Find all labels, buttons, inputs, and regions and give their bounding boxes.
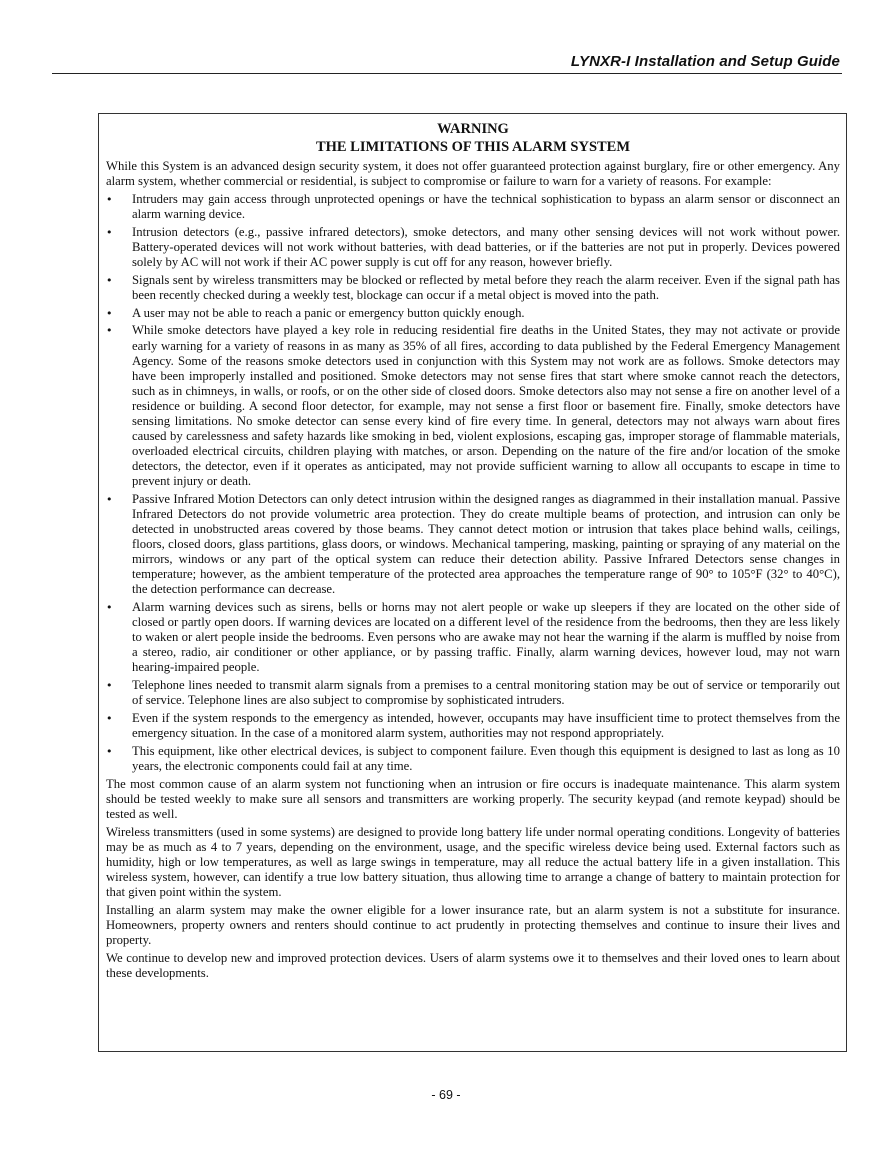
limitation-item [106, 323, 840, 489]
limitation-item [106, 678, 840, 708]
limitation-text: Even if the system responds to the emergency as intended, however, occupants may have insufficient time to protect themselves from the emergency situation. In the case of a monitored alarm system, authorities may not respond appropriately. [132, 710, 840, 740]
limitation-item [106, 273, 840, 303]
warning-intro: While this System is an advanced design security system, it does not offer guaranteed protection against burglary, fire or other emergency. Any alarm system, whether commercial or residential, is subject to compromise or failure to warn for a variety of reasons. For example: [106, 159, 840, 189]
bullet-icon: • [106, 600, 113, 614]
warning-heading-line-1: WARNING [437, 121, 509, 137]
warning-box [98, 113, 847, 1052]
bullet-icon: • [106, 225, 113, 239]
limitation-text: Intrusion detectors (e.g., passive infrared detectors), smoke detectors, and many other sensing devices will not work without power. Battery-operated devices will not work without batteries, with dead batteries, or if the batteries are not put in properly. Devices powered solely by AC will not work if their AC power supply is cut off for any reason, however briefly. [132, 224, 840, 269]
page-number: - 69 - [431, 1088, 461, 1102]
limitation-item [106, 711, 840, 741]
limitation-text: A user may not be able to reach a panic or emergency button quickly enough. [132, 305, 525, 320]
insurance-paragraph: Installing an alarm system may make the owner eligible for a lower insurance rate, but an alarm system is not a substitute for insurance. Homeowners, property owners and renters should continue to act prudently in protecting themselves and continue to insure their lives and property. [106, 902, 840, 947]
header-rule [52, 73, 842, 74]
limitation-text: While smoke detectors have played a key role in reducing residential fire deaths in the United States, they may not activate or provide early warning for a variety of reasons in as many as 35% of all fires, according to data published by the Federal Emergency Management Agency. Some of the reasons smoke detectors used in conjunction with this System may not work are as follows. Smoke detectors may have been improperly installed and positioned. Smoke detectors may not sense fires that start where smoke cannot reach the detectors, such as in chimneys, in walls, or roofs, or on the other side of closed doors. Smoke detectors also may not sense a fire on another level of a residence or building. A second floor detector, for example, may not sense a first floor or basement fire. Finally, smoke detectors have sensing limitations. No smoke detector can sense every kind of fire every time. In general, detectors may not always warn about fires caused by carelessness and safety hazards like smoking in bed, violent explosions, escaping gas, improper storage of flammable materials, overloaded electrical circuits, children playing with matches, or arson. Depending on the nature of the fire and/or location of the smoke detectors, the detector, even if it operates as anticipated, may not provide sufficient warning to allow all occupants to escape in time to prevent injury or death. [132, 323, 840, 488]
warning-heading-line-2: THE LIMITATIONS OF THIS ALARM SYSTEM [315, 138, 631, 155]
bullet-icon: • [106, 192, 113, 206]
bullet-icon: • [106, 324, 113, 338]
bullet-icon: • [106, 711, 113, 725]
bullet-icon: • [106, 306, 113, 320]
bullet-icon: • [106, 492, 113, 506]
limitation-text: This equipment, like other electrical devices, is subject to component failure. Even though this equipment is designed to last as long as 10 years, the electronic components could fail at any time. [132, 743, 840, 773]
limitation-item [106, 492, 840, 597]
maintenance-paragraph: The most common cause of an alarm system not functioning when an intrusion or fire occurs is inadequate maintenance. This alarm system should be tested weekly to make sure all sensors and transmitters are working properly. The security keypad (and remote keypad) should be tested as well. [106, 776, 840, 821]
limitation-item [106, 192, 840, 222]
warning-heading [106, 121, 840, 156]
limitation-text: Signals sent by wireless transmitters may be blocked or reflected by metal before they reach the alarm receiver. Even if the signal path has been recently checked during a weekly test, blockage can occur if a metal object is moved into the path. [132, 272, 840, 302]
bullet-icon: • [106, 744, 113, 758]
limitation-item [106, 306, 840, 321]
bullet-icon: • [106, 678, 113, 692]
limitation-text: Telephone lines needed to transmit alarm signals from a premises to a central monitoring station may be out of service or temporarily out of service. Telephone lines are also subject to compromise by sophisticated intruders. [132, 677, 840, 707]
limitation-text: Alarm warning devices such as sirens, bells or horns may not alert people or wake up sleepers if they are located on the other side of closed or partly open doors. If warning devices are located on a different level of the residence from the bedrooms, then they are less likely to waken or alert people inside the bedrooms. Even persons who are awake may not hear the warning if the alarm is muffled by noise from a stereo, radio, air conditioner or other appliance, or by passing traffic. Finally, alarm warning devices, however loud, may not warn hearing-impaired people. [132, 599, 840, 675]
limitation-text: Intruders may gain access through unprotected openings or have the technical sophistication to bypass an alarm sensor or disconnect an alarm warning device. [132, 191, 840, 221]
closing-paragraph: We continue to develop new and improved protection devices. Users of alarm systems owe it to themselves and their loved ones to learn about these developments. [106, 950, 840, 980]
bullet-icon: • [106, 273, 113, 287]
limitation-item [106, 600, 840, 675]
running-header-title: LYNXR-I Installation and Setup Guide [570, 53, 840, 70]
battery-paragraph: Wireless transmitters (used in some systems) are designed to provide long battery life under normal operating conditions. Longevity of batteries may be as much as 4 to 7 years, depending on the environment, usage, and the specific wireless device being used. External factors such as humidity, high or low temperatures, as well as large swings in temperature, may all reduce the actual battery life in a given installation. This wireless system, however, can identify a true low battery situation, thus allowing time to arrange a change of battery to maintain protection for that given point within the system. [106, 824, 840, 899]
limitation-item [106, 744, 840, 774]
limitations-list [106, 192, 840, 774]
limitation-item [106, 225, 840, 270]
limitation-text: Passive Infrared Motion Detectors can only detect intrusion within the designed ranges as diagrammed in their installation manual. Passive Infrared Detectors do not provide volumetric area protection. They do create multiple beams of protection, and intrusion can only be detected in unobstructed areas covered by those beams. They cannot detect motion or intrusion that takes place behind walls, ceilings, floors, closed doors, glass partitions, glass doors, or windows. Mechanical tampering, masking, painting or spraying of any material on the mirrors, windows or any part of the optical system can reduce their detection ability. Passive Infrared Detectors sense changes in temperature; however, as the ambient temperature of the protected area approaches the temperature range of 90° to 105°F (32° to 40°C), the detection performance can decrease. [132, 491, 840, 597]
